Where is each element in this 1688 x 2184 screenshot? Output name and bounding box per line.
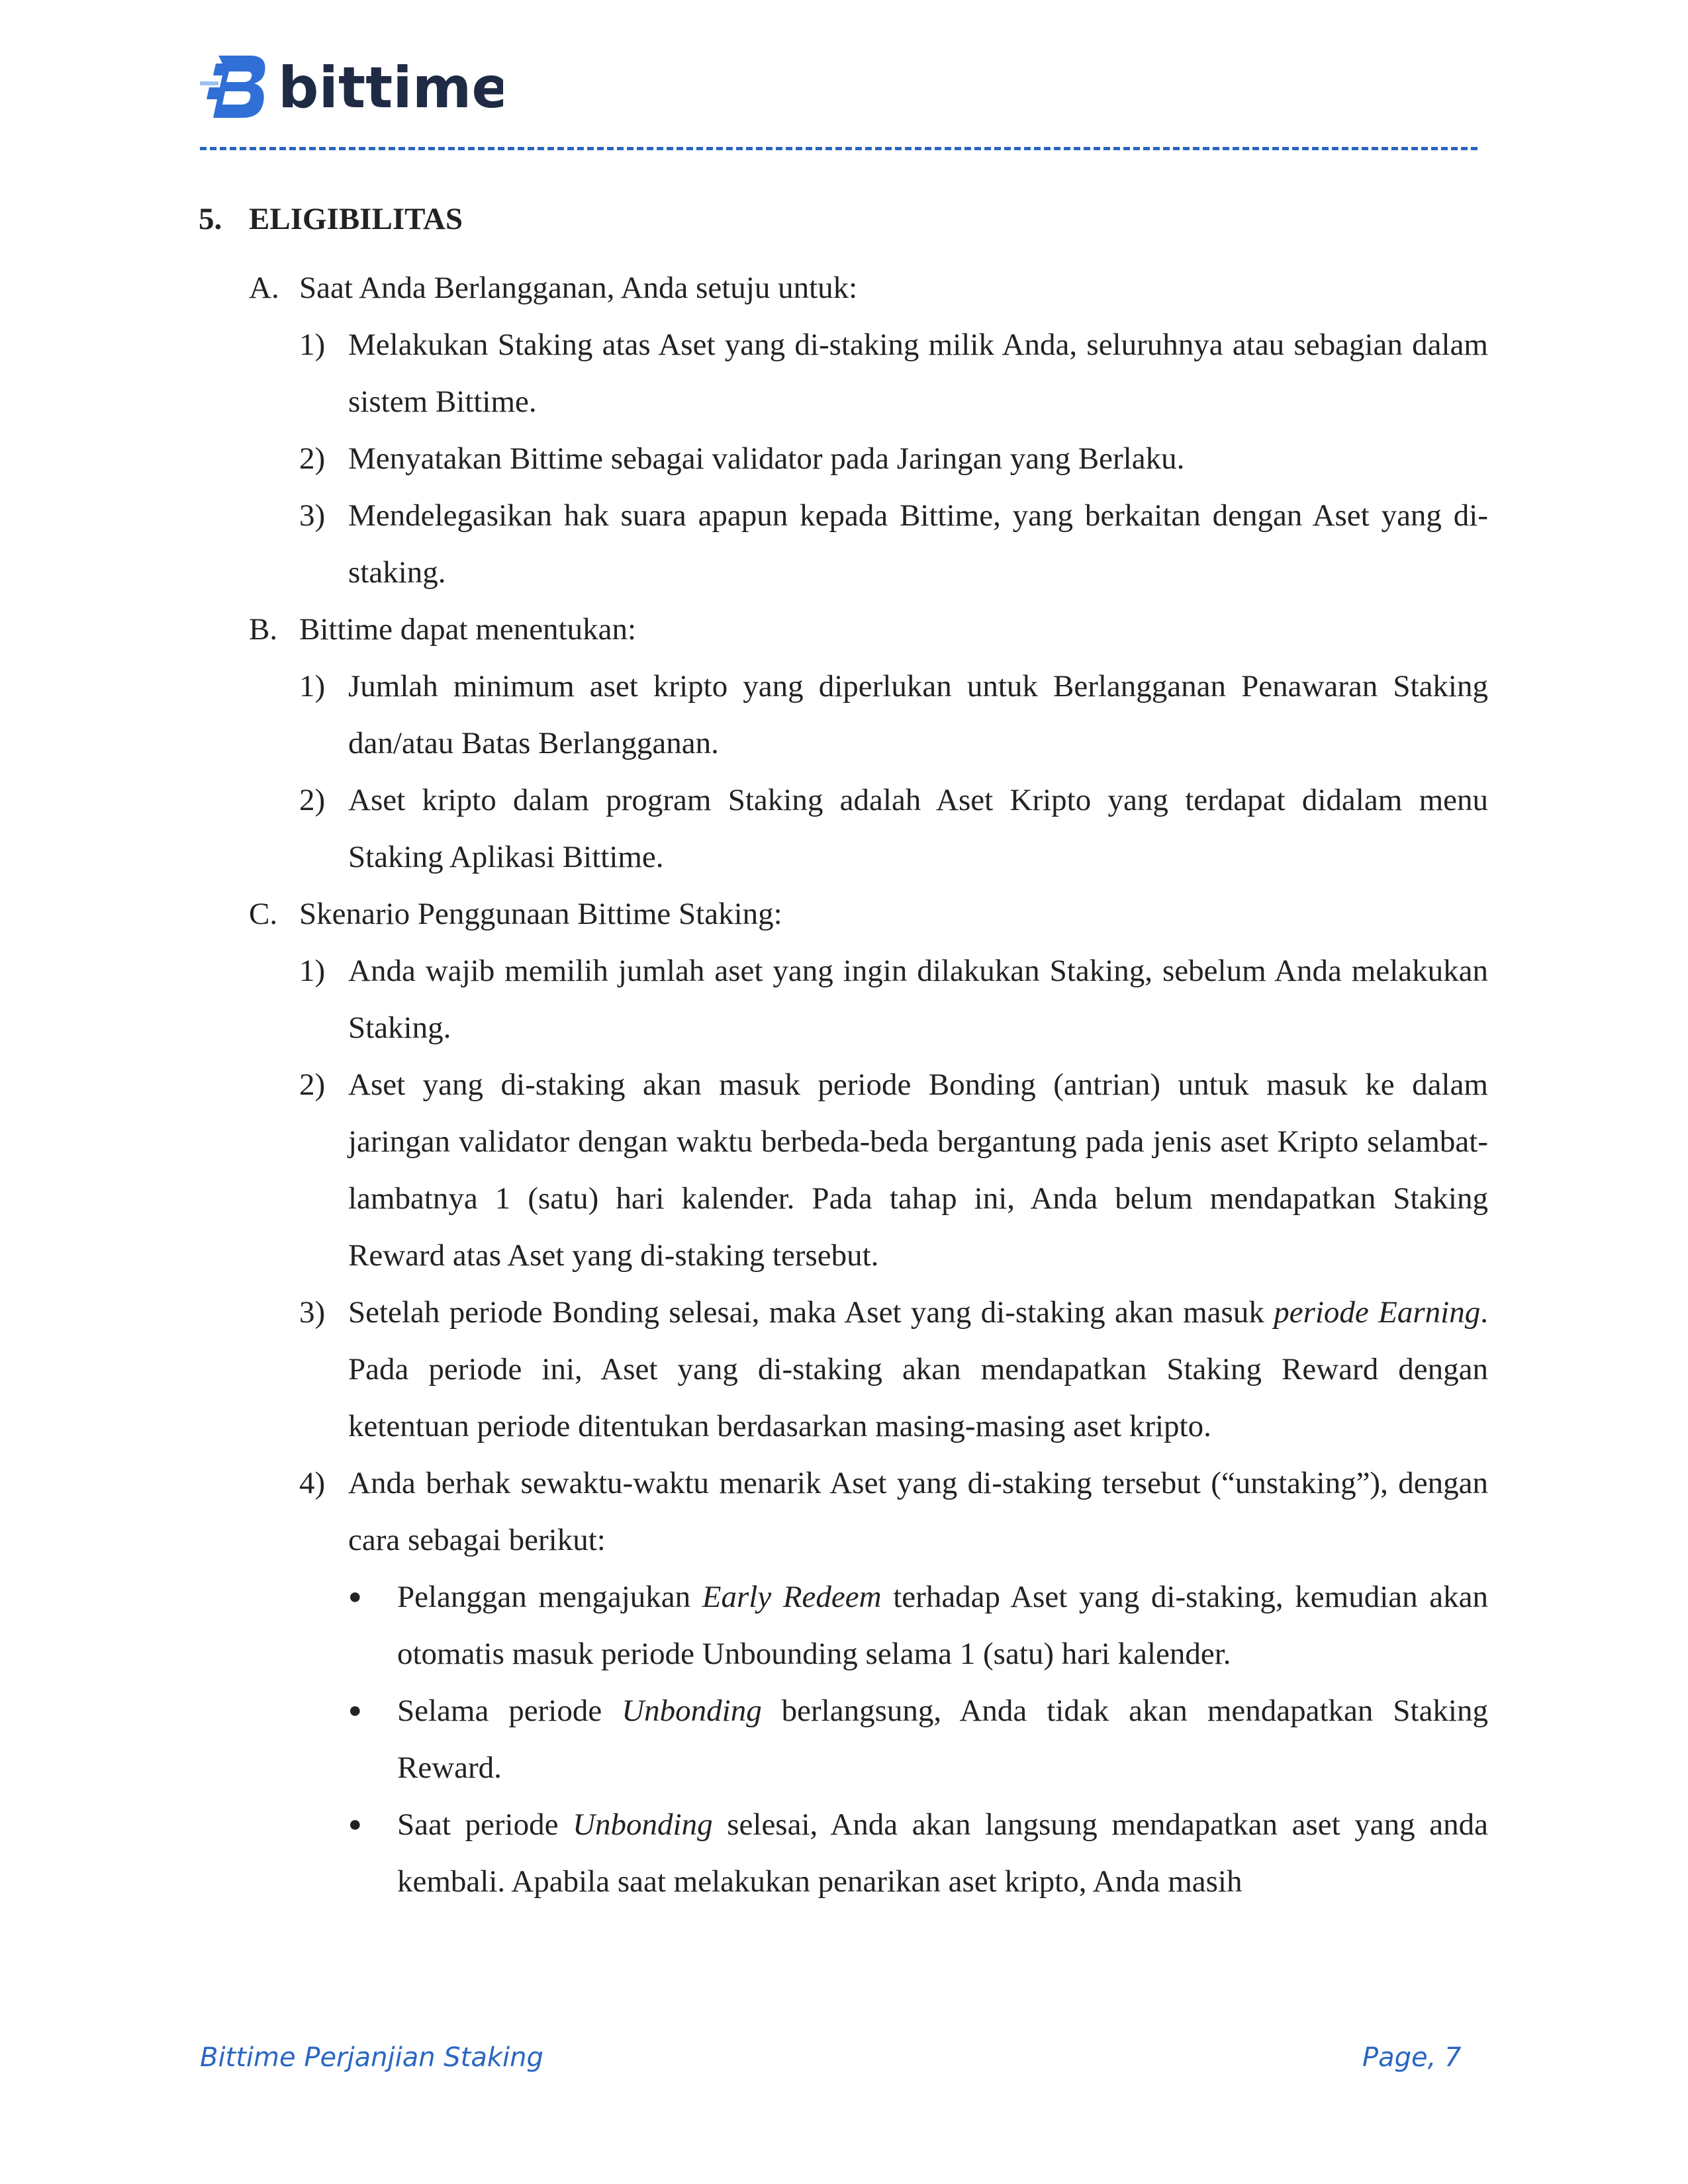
list-item [299,316,1489,430]
bullet-text: Saat periode Unbonding selesai, Anda akan langsung mendapatkan aset yang anda kembali. Apabila saat melakukan penarikan aset kripto, Anda masih [397,1807,1488,1899]
subsection-a [249,259,1489,316]
bullet-icon: ● [348,1698,362,1723]
bullet-text: Pelanggan mengajukan Early Redeem terhadap Aset yang di-staking, kemudian akan otomatis masuk periode Unbounding selama 1 (satu) hari kalender. [397,1580,1488,1671]
list-marker: 2) [299,783,326,817]
subsection-heading: Saat Anda Berlangganan, Anda setuju untuk: [299,271,858,305]
list-marker: A. [249,271,279,305]
list-item [299,1455,1489,1569]
list-item-text: Anda wajib memilih jumlah aset yang ingin dilakukan Staking, sebelum Anda melakukan Staking. [348,954,1488,1045]
section-number: 5. [199,202,222,236]
list-item-text: Melakukan Staking atas Aset yang di-staking milik Anda, seluruhnya atau sebagian dalam sistem Bittime. [348,328,1488,419]
list-item [299,942,1489,1056]
subsection-b [249,601,1489,658]
footer-page-number: Page, 7 [1362,2042,1462,2073]
list-marker: 3) [299,1295,326,1330]
bullet-item [348,1796,1489,1910]
list-item [299,1056,1489,1284]
bittime-logo [199,44,503,130]
bullet-icon: ● [348,1812,362,1837]
list-item-text: Menyatakan Bittime sebagai validator pada Jaringan yang Berlaku. [348,441,1185,476]
list-item-text: Mendelegasikan hak suara apapun kepada Bittime, yang berkaitan dengan Aset yang di-staking. [348,498,1488,590]
list-marker: 2) [299,1068,326,1102]
list-item [299,1284,1489,1455]
document-body [199,191,1489,1910]
bullet-item [348,1682,1489,1796]
list-item [299,487,1489,601]
bullet-item [348,1569,1489,1682]
list-item-text: Anda berhak sewaktu-waktu menarik Aset yang di-staking tersebut (“unstaking”), dengan cara sebagai berikut: [348,1466,1488,1557]
header-divider [200,147,1477,150]
unstaking-bullets [348,1569,1489,1910]
footer-document-title: Bittime Perjanjian Staking [200,2042,543,2073]
list-item [299,772,1489,886]
list-marker: 1) [299,328,326,362]
list-item [299,430,1489,487]
list-marker: 3) [299,498,326,533]
list-marker: B. [249,612,278,647]
bittime-logo-icon [199,44,503,130]
subsection-heading: Bittime dapat menentukan: [299,612,637,647]
bullet-text: Selama periode Unbonding berlangsung, Anda tidak akan mendapatkan Staking Reward. [397,1694,1488,1785]
list-item-text: Aset yang di-staking akan masuk periode Bonding (antrian) untuk masuk ke dalam jaringan validator dengan waktu berbeda-beda bergantung pada jenis aset Kripto selambat-lambatnya 1 (satu) hari kalender. Pada tahap ini, Anda belum mendapatkan Staking Reward atas Aset yang di-staking tersebut. [348,1068,1488,1273]
subsection-c-items [299,942,1489,1569]
subsection-c [249,886,1489,942]
section-title: ELIGIBILITAS [249,202,463,236]
list-item-text: Setelah periode Bonding selesai, maka Aset yang di-staking akan masuk periode Earning. Pada periode ini, Aset yang di-staking akan mendapatkan Staking Reward dengan ketentuan periode ditentukan berdasarkan masing-masing aset kripto. [348,1295,1488,1443]
subsection-a-items [299,316,1489,601]
list-marker: C. [249,897,278,931]
list-marker: 2) [299,441,326,476]
list-marker: 1) [299,954,326,988]
subsection-b-items [299,658,1489,886]
list-marker: 1) [299,669,326,704]
svg-text:bittime: bittime [278,55,503,121]
list-item [299,658,1489,772]
section-heading [199,191,1489,248]
list-marker: 4) [299,1466,326,1500]
subsection-heading: Skenario Penggunaan Bittime Staking: [299,897,782,931]
list-item-text: Jumlah minimum aset kripto yang diperlukan untuk Berlangganan Penawaran Staking dan/atau Batas Berlangganan. [348,669,1488,760]
bullet-icon: ● [348,1584,362,1609]
list-item-text: Aset kripto dalam program Staking adalah Aset Kripto yang terdapat didalam menu Staking Aplikasi Bittime. [348,783,1488,874]
